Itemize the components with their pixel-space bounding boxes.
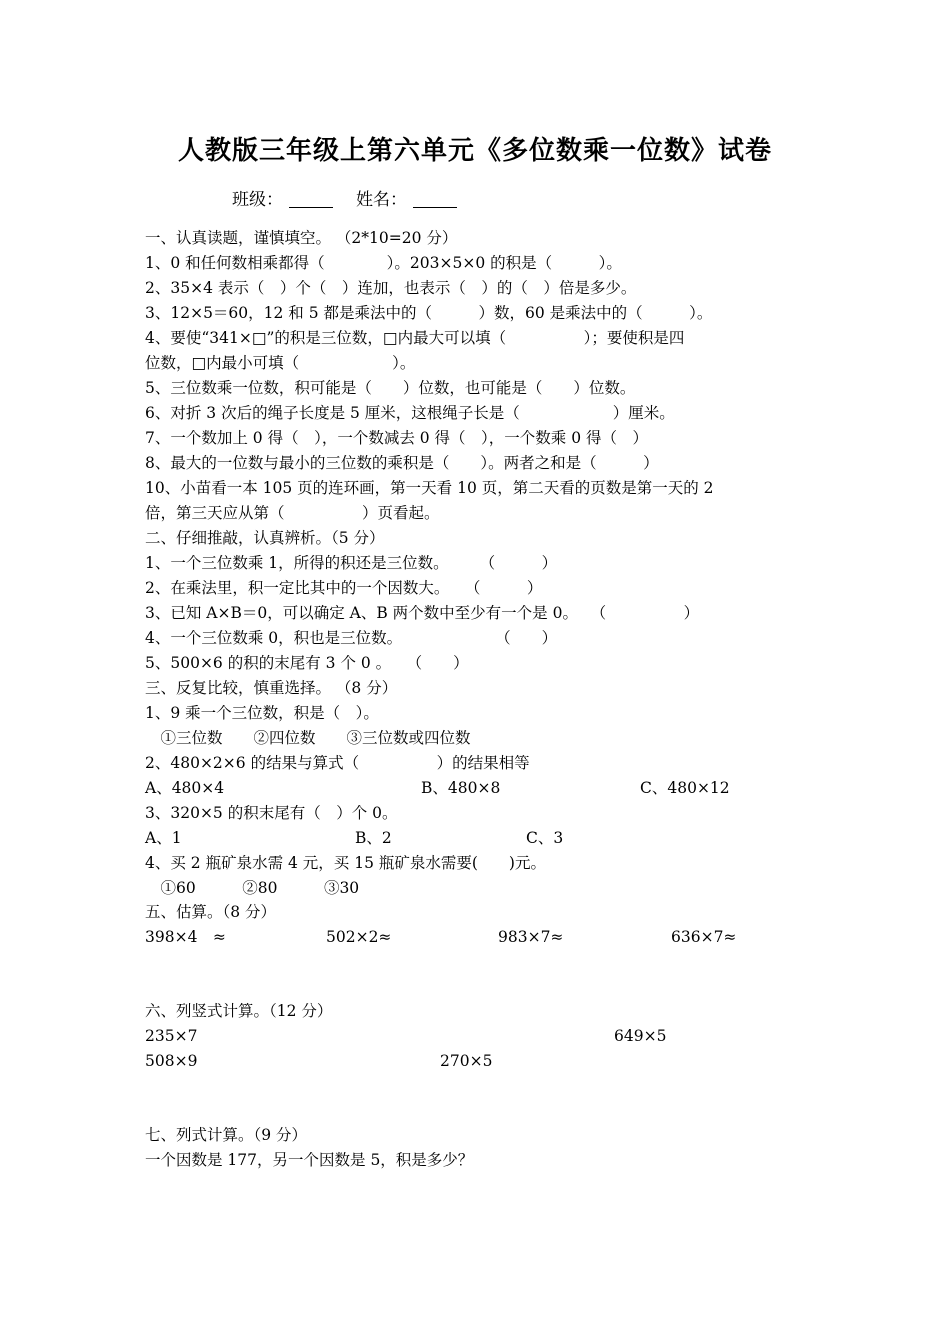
choice-options: ①三位数 ②四位数 ③三位数或四位数 bbox=[145, 729, 471, 747]
question-line: 倍，第三天应从第（ ）页看起。 bbox=[145, 504, 440, 522]
judgment-line: 2、在乘法里，积一定比其中的一个因数大。 （ ） bbox=[145, 579, 543, 597]
class-label: 班级： bbox=[232, 190, 283, 210]
section-7-heading: 七、列式计算。（9 分） bbox=[145, 1126, 308, 1144]
question-line: 7、一个数加上 0 得（ ），一个数减去 0 得（ ），一个数乘 0 得（ ） bbox=[145, 429, 649, 447]
estimate-item: 398×4 ≈ bbox=[145, 928, 226, 946]
question-line: 4、要使“341×□”的积是三位数，□内最大可以填（ ）；要使积是四 bbox=[145, 329, 685, 347]
question-line: 8、最大的一位数与最小的三位数的乘积是（ ）。两者之和是（ ） bbox=[145, 454, 659, 472]
vertical-calc-item: 270×5 bbox=[440, 1052, 493, 1070]
name-blank[interactable] bbox=[413, 189, 457, 208]
choice-question: 3、320×5 的积末尾有（ ）个 0。 bbox=[145, 804, 398, 822]
question-line: 10、小苗看一本 105 页的连环画，第一天看 10 页，第二天看的页数是第一天的 2 bbox=[145, 479, 714, 497]
judgment-line: 4、一个三位数乘 0，积也是三位数。 （ ） bbox=[145, 629, 558, 647]
question-line: 6、对折 3 次后的绳子长度是 5 厘米，这根绳子长是（ ）厘米。 bbox=[145, 404, 675, 422]
section-2-heading: 二、仔细推敲，认真辨析。（5 分） bbox=[145, 529, 385, 547]
name-label: 姓名： bbox=[356, 190, 407, 210]
question-line: 2、35×4 表示（ ）个（ ）连加，也表示（ ）的（ ）倍是多少。 bbox=[145, 279, 637, 297]
question-line: 5、三位数乘一位数，积可能是（ ）位数，也可能是（ ）位数。 bbox=[145, 379, 636, 397]
choice-option: A、1 bbox=[145, 829, 182, 847]
question-line: 1、0 和任何数相乘都得（ ）。203×5×0 的积是（ ）。 bbox=[145, 254, 622, 272]
choice-option: C、480×12 bbox=[640, 779, 730, 797]
class-field bbox=[232, 188, 333, 212]
choice-question: 4、买 2 瓶矿泉水需 4 元，买 15 瓶矿泉水需要( )元。 bbox=[145, 854, 546, 872]
name-field bbox=[356, 188, 457, 212]
judgment-line: 3、已知 A×B＝0，可以确定 A、B 两个数中至少有一个是 0。 （ ） bbox=[145, 604, 700, 622]
section-5-heading: 五、估算。（8 分） bbox=[145, 903, 277, 921]
choice-question: 1、9 乘一个三位数，积是（ ）。 bbox=[145, 704, 379, 722]
vertical-calc-item: 235×7 bbox=[145, 1027, 198, 1045]
choice-option: B、480×8 bbox=[421, 779, 501, 797]
section-6-heading: 六、列竖式计算。（12 分） bbox=[145, 1002, 333, 1020]
judgment-line: 1、一个三位数乘 1，所得的积还是三位数。 （ ） bbox=[145, 554, 558, 572]
choice-option: C、3 bbox=[526, 829, 564, 847]
choice-question: 2、480×2×6 的结果与算式（ ）的结果相等 bbox=[145, 754, 530, 772]
vertical-calc-item: 649×5 bbox=[614, 1027, 667, 1045]
section-1-heading: 一、认真读题，谨慎填空。 （2*10=20 分） bbox=[145, 229, 458, 247]
judgment-line: 5、500×6 的积的末尾有 3 个 0 。 （ ） bbox=[145, 654, 469, 672]
vertical-calc-item: 508×9 bbox=[145, 1052, 198, 1070]
estimate-item: 636×7≈ bbox=[671, 928, 737, 946]
choice-option: B、2 bbox=[355, 829, 392, 847]
estimate-item: 983×7≈ bbox=[498, 928, 564, 946]
question-line: 位数，□内最小可填（ ）。 bbox=[145, 354, 416, 372]
choice-option: A、480×4 bbox=[145, 779, 225, 797]
question-line: 3、12×5＝60，12 和 5 都是乘法中的（ ）数，60 是乘法中的（ ）。 bbox=[145, 304, 713, 322]
word-problem: 一个因数是 177，另一个因数是 5，积是多少？ bbox=[145, 1151, 474, 1169]
page-title: 人教版三年级上第六单元《多位数乘一位数》试卷 bbox=[177, 136, 772, 166]
section-3-heading: 三、反复比较，慎重选择。 （8 分） bbox=[145, 679, 398, 697]
class-blank[interactable] bbox=[289, 189, 333, 208]
choice-options: ①60 ②80 ③30 bbox=[145, 879, 360, 897]
estimate-item: 502×2≈ bbox=[326, 928, 392, 946]
